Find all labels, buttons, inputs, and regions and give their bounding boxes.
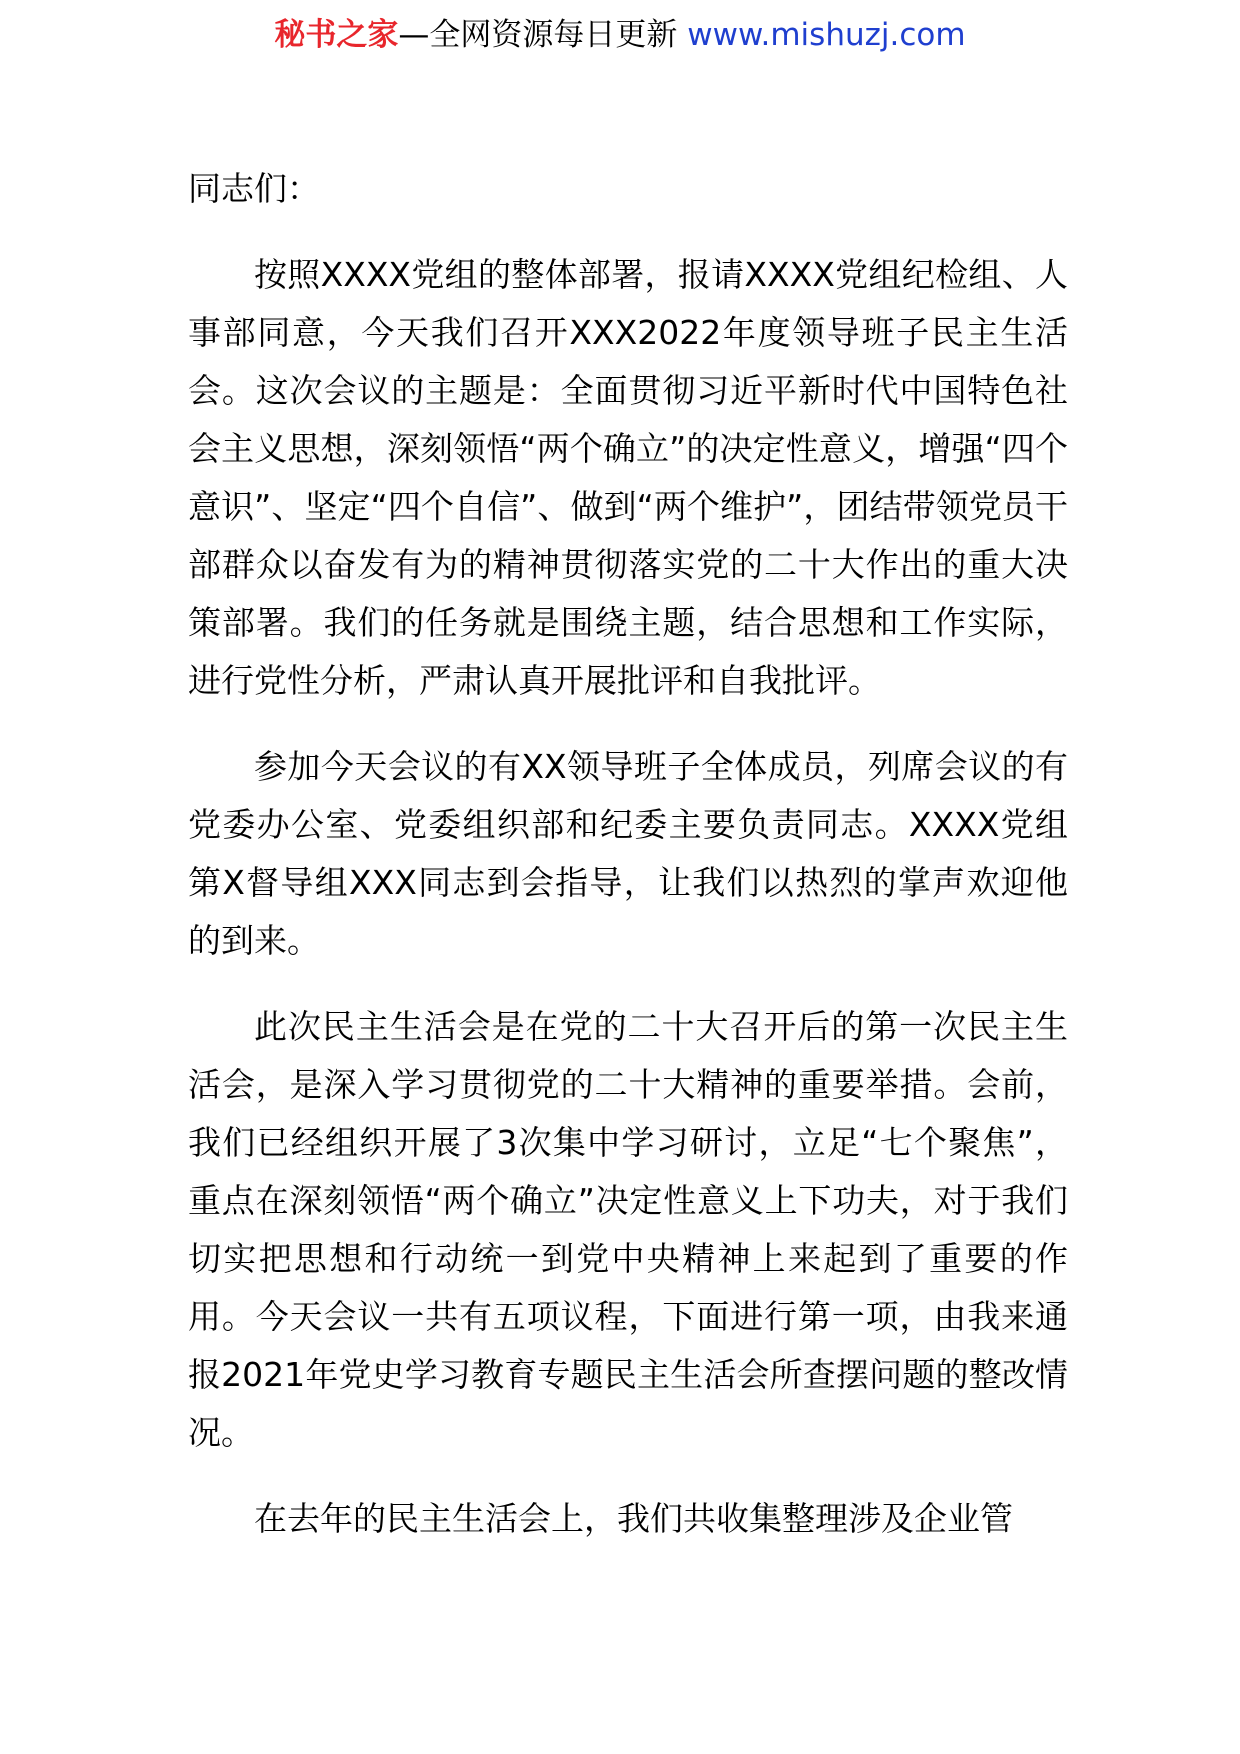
paragraph-rectification: 在去年的民主生活会上，我们共收集整理涉及企业管 — [254, 1499, 1013, 1538]
header-tagline: —全网资源每日更新 — [398, 17, 688, 53]
paragraph-attendees: 参加今天会议的有XX领导班子全体成员，列席会议的有党委办公室、党委组织部和纪委主要负责同志。XXXX党组第X督导组XXX同志到会指导，让我们以热烈的掌声欢迎他的到来。 — [188, 747, 1068, 960]
salutation: 同志们： — [188, 169, 320, 208]
site-header — [0, 12, 1240, 58]
document-body — [188, 160, 1068, 1576]
paragraph-opening: 按照XXXX党组的整体部署，报请XXXX党组纪检组、人事部同意，今天我们召开XXX2022年度领导班子民主生活会。这次会议的主题是：全面贯彻习近平新时代中国特色社会主义思想，深刻领悟“两个确立”的决定性意义，增强“四个意识”、坚定“四个自信”、做到“两个维护”，团结带领党员干部群众以奋发有为的精神贯彻落实党的二十大作出的重大决策部署。我们的任务就是围绕主题，结合思想和工作实际，进行党性分析，严肃认真开展批评和自我批评。 — [188, 255, 1068, 700]
brand-name: 秘书之家 — [274, 17, 399, 53]
paragraph-background: 此次民主生活会是在党的二十大召开后的第一次民主生活会，是深入学习贯彻党的二十大精神的重要举措。会前，我们已经组织开展了3次集中学习研讨，立足“七个聚焦”，重点在深刻领悟“两个确立”决定性意义上下功夫，对于我们切实把思想和行动统一到党中央精神上来起到了重要的作用。今天会议一共有五项议程，下面进行第一项，由我来通报2021年党史学习教育专题民主生活会所查摆问题的整改情况。 — [188, 1007, 1068, 1452]
site-url-link[interactable]: www.mishuzj.com — [687, 17, 966, 53]
